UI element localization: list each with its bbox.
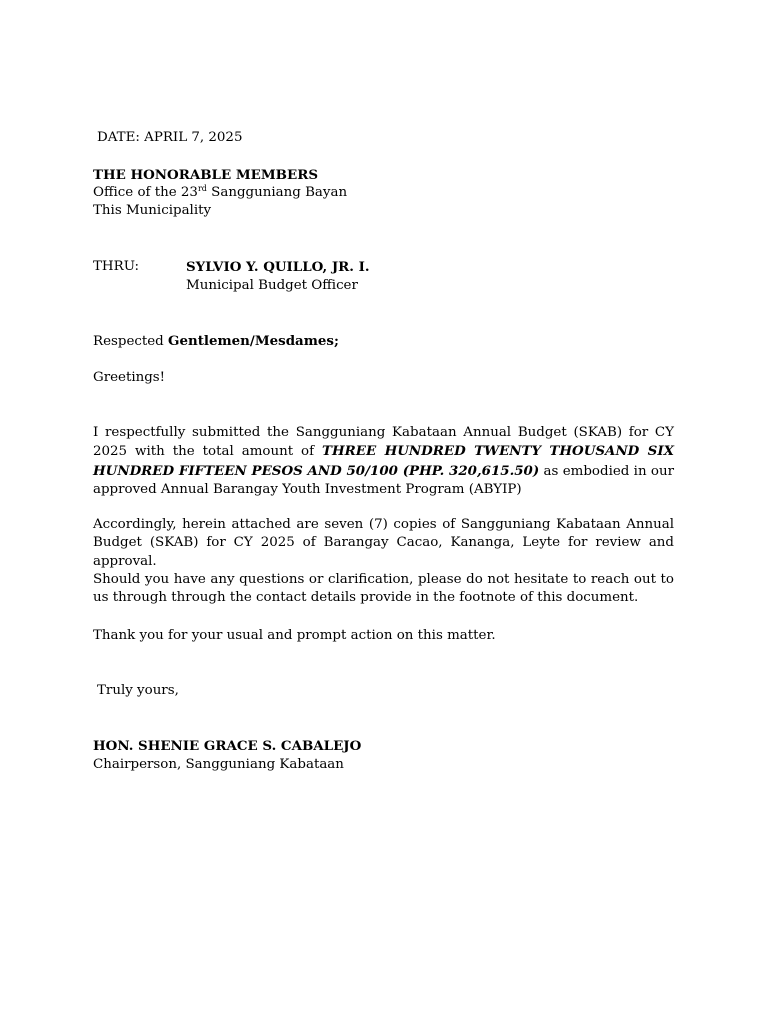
greeting: Greetings!: [93, 370, 166, 385]
thru-name: SYLVIO Y. QUILLO, JR. I.: [186, 259, 370, 275]
body-paragraph-4: Thank you for your usual and prompt action on this matter.: [93, 628, 496, 643]
body-paragraph-1: [93, 424, 674, 499]
addressee-title: THE HONORABLE MEMBERS: [93, 167, 318, 183]
p1-start: I respectfully submitted the Sangguniang Kabataan Annual Budget (SKAB) for CY 2025 with the total amount of: [93, 425, 674, 460]
salutation-prefix: Respected: [93, 334, 169, 349]
thru-position: Municipal Budget Officer: [186, 278, 358, 293]
office-ordinal: rd: [197, 184, 207, 193]
signatory-name: HON. SHENIE GRACE S. CABALEJO: [93, 738, 362, 754]
salutation-emphasis: Gentlemen/Mesdames;: [168, 333, 339, 349]
addressee-location: This Municipality: [93, 203, 212, 218]
office-suffix: Sangguniang Bayan: [206, 185, 348, 200]
body-paragraph-2: Accordingly, herein attached are seven (7) copies of Sangguniang Kabataan Annual Budget (SKAB) for CY 2025 of Barangay Cacao, Kananga, Leyte for review and approval.: [93, 517, 674, 569]
addressee-office: [93, 184, 347, 202]
body-paragraph-3: Should you have any questions or clarification, please do not hesitate to reach out to us through through the contact details provide in the footnote of this document.: [93, 572, 674, 606]
thru-label: THRU:: [93, 259, 140, 274]
closing: Truly yours,: [97, 683, 179, 698]
date-line: DATE: APRIL 7, 2025: [97, 130, 243, 145]
signatory-position: Chairperson, Sangguniang Kabataan: [93, 757, 344, 772]
office-prefix: Office of the 23: [93, 185, 198, 200]
salutation: [93, 332, 339, 351]
p1-end: as embodied in our approved Annual Barangay Youth Investment Program (ABYIP): [93, 463, 675, 497]
p1-amount: THREE HUNDRED TWENTY THOUSAND SIX HUNDRED FIFTEEN PESOS AND 50/100 (PHP. 320,615.50): [93, 443, 674, 479]
